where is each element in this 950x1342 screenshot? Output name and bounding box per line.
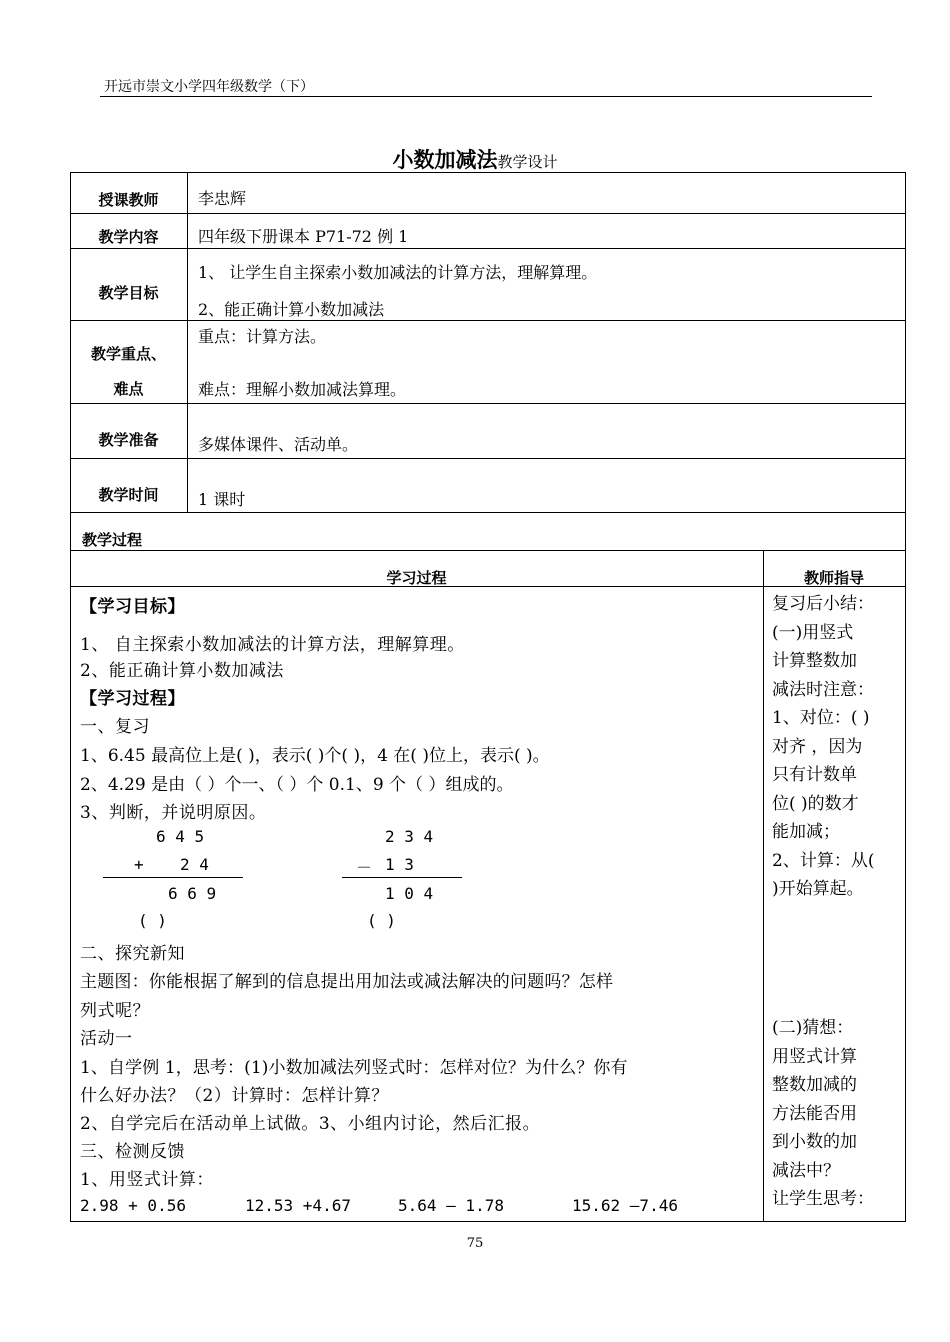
- page-header: 开远市崇文小学四年级数学（下）: [104, 79, 314, 95]
- table-rule: [187, 172, 188, 512]
- column-teacher-guide: 教师指导: [803, 569, 864, 587]
- guide-line: 位( )的数才: [772, 793, 859, 814]
- exercise-2: 12.53 +4.67: [245, 1196, 351, 1215]
- guide-summary: [772, 590, 900, 904]
- guide-line: 2、计算：从(: [772, 850, 875, 871]
- label-key-points-2: 难点: [113, 380, 144, 398]
- calc-b-top: 2 3 4: [385, 827, 434, 846]
- theme-question-line-2: 列式呢？: [80, 1001, 150, 1021]
- guide-line: 到小数的加: [772, 1132, 857, 1152]
- guide-line: 计算整数加: [772, 651, 857, 671]
- table-rule: [70, 172, 906, 173]
- guide-line: 对齐 ，因为: [772, 736, 863, 757]
- exercise-3: 5.64 — 1.78: [398, 1196, 504, 1215]
- header-rule: [100, 96, 872, 97]
- calc-b-operator: －: [356, 858, 373, 877]
- guide-line: 整数加减的: [772, 1075, 857, 1095]
- calc-b-result: 1 0 4: [385, 884, 434, 903]
- exercise-4: 15.62 —7.46: [572, 1196, 678, 1215]
- calc-b-judge: ( ): [367, 911, 396, 930]
- value-difficulty: 难点：理解小数加减法算理。: [198, 380, 407, 399]
- value-objective-2: 2、能正确计算小数加减法: [198, 300, 385, 319]
- table-rule: [70, 550, 906, 551]
- title-sub: 教学设计: [497, 153, 558, 171]
- label-objectives: 教学目标: [98, 284, 159, 302]
- label-time: 教学时间: [98, 486, 159, 504]
- guide-line: 1、对位：( ): [772, 708, 870, 728]
- title-main: 小数加减法: [392, 147, 498, 172]
- section-explore: 二、探究新知: [80, 944, 185, 964]
- exercise-1: 2.98 + 0.56: [80, 1196, 186, 1215]
- value-teacher: 李忠辉: [198, 189, 247, 208]
- calc-a-result: 6 6 9: [168, 884, 217, 903]
- feedback-task-1: 1、用竖式计算：: [80, 1170, 214, 1190]
- calc-a-rule: [103, 877, 243, 878]
- table-rule: [70, 458, 906, 459]
- label-key-points-1: 教学重点、: [90, 345, 166, 363]
- label-content: 教学内容: [98, 228, 159, 246]
- guide-conjecture: [772, 1014, 900, 1214]
- review-question-2: 2、4.29 是由（ ）个一、（ ）个 0.1、9 个（ ）组成的。: [80, 775, 514, 795]
- table-rule: [905, 172, 906, 1221]
- document-title: [0, 144, 950, 174]
- process-title: 教学过程: [82, 531, 143, 549]
- section-feedback: 三、检测反馈: [80, 1142, 185, 1162]
- activity-one: 活动一: [80, 1029, 133, 1049]
- table-rule: [70, 403, 906, 404]
- label-preparation: 教学准备: [98, 431, 159, 449]
- guide-line: 复习后小结：: [772, 594, 874, 614]
- calc-b-rule: [342, 877, 462, 878]
- table-rule: [70, 248, 906, 249]
- table-rule: [763, 550, 764, 1221]
- table-rule: [70, 512, 906, 513]
- calc-a-second: 2 4: [180, 855, 209, 874]
- activity-step-2: 2、自学完后在活动单上试做。3、小组内讨论，然后汇报。: [80, 1114, 541, 1134]
- guide-line: 方法能否用: [772, 1103, 857, 1124]
- guide-line: (一)用竖式: [772, 622, 854, 643]
- activity-step-1-line-1: 1、自学例 1，思考：(1)小数加减法列竖式时：怎样对位？为什么？你有: [80, 1058, 628, 1078]
- guide-line: )开始算起。: [772, 879, 864, 899]
- table-rule: [70, 320, 906, 321]
- calc-a-top: 6 4 5: [156, 827, 205, 846]
- value-objective-1: 1、 让学生自主探索小数加减法的计算方法，理解算理。: [198, 263, 598, 282]
- page-number: 75: [466, 1236, 484, 1251]
- heading-learning-process: 【学习过程】: [80, 689, 185, 709]
- guide-line: 让学生思考：: [772, 1189, 874, 1209]
- section-review: 一、复习: [80, 717, 150, 737]
- value-key-point: 重点：计算方法。: [198, 327, 327, 346]
- theme-question-line-1: 主题图：你能根据了解到的信息提出用加法或减法解决的问题吗？怎样: [80, 972, 614, 992]
- heading-learning-goals: 【学习目标】: [80, 597, 185, 617]
- value-preparation: 多媒体课件、活动单。: [198, 435, 359, 454]
- review-question-1: 1、6.45 最高位上是( )，表示( )个( )，4 在( )位上，表示( )。: [80, 746, 550, 766]
- guide-line: 能加减；: [772, 822, 840, 842]
- guide-line: (二)猜想：: [772, 1018, 854, 1038]
- goal-line-1: 1、 自主探索小数加减法的计算方法，理解算理。: [80, 635, 465, 655]
- label-teacher: 授课教师: [98, 191, 159, 209]
- guide-line: 用竖式计算: [772, 1046, 857, 1067]
- review-question-3: 3、判断，并说明原因。: [80, 803, 267, 823]
- calc-b-second: 1 3: [385, 855, 414, 874]
- value-time: 1 课时: [198, 490, 246, 509]
- value-content: 四年级下册课本 P71-72 例 1: [198, 227, 409, 246]
- activity-step-1-line-2: 什么好办法？（2）计算时：怎样计算？: [80, 1086, 389, 1106]
- guide-line: 只有计数单: [772, 765, 857, 785]
- goal-line-2: 2、能正确计算小数加减法: [80, 661, 284, 681]
- table-rule: [70, 1221, 906, 1222]
- guide-line: 减法中？: [772, 1160, 840, 1181]
- table-rule: [70, 172, 71, 1221]
- table-rule: [70, 213, 906, 214]
- calc-a-operator: +: [134, 855, 144, 874]
- column-learning-process: 学习过程: [386, 569, 447, 587]
- guide-line: 减法时注意：: [772, 679, 874, 700]
- calc-a-judge: ( ): [138, 911, 167, 930]
